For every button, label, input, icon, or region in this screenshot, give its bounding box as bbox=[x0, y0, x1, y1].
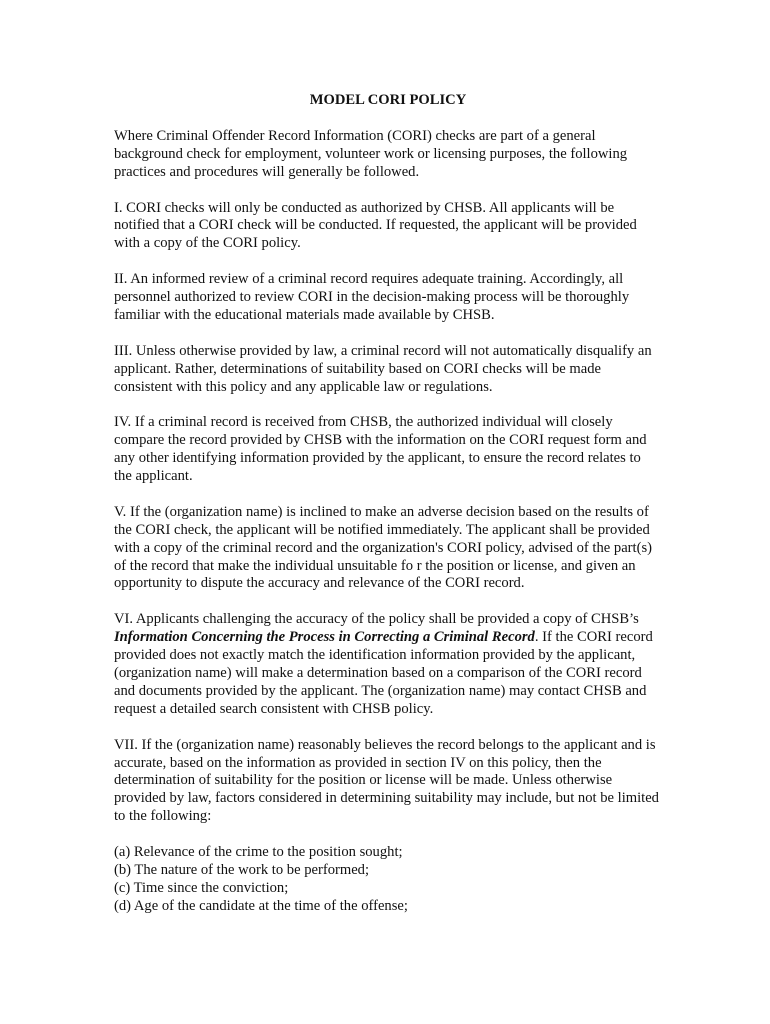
section-6-publication-title: Information Concerning the Process in Correcting a Criminal Record bbox=[114, 629, 535, 646]
section-5-paragraph: V. If the (organization name) is inclined to make an adverse decision based on the results of the CORI check, the applicant will be notified immediately. The applicant shall be provided with a copy of the criminal record and the organization's CORI policy, advised of the part(s) of the record that make the individual unsuitable fo r the position or license, and given an opportunity to dispute the accuracy and relevance of the CORI record. bbox=[114, 503, 652, 592]
list-item: (d) Age of the candidate at the time of the offense; bbox=[114, 897, 408, 914]
section-2-paragraph: II. An informed review of a criminal record requires adequate training. Accordingly, all personnel authorized to review CORI in the decision-making process will be thoroughly familiar with the educational materials made available by CHSB. bbox=[114, 271, 630, 323]
section-6-text-after: . If the CORI record provided does not exactly match the identification information provided by the applicant, (organization name) will make a determination based on a comparison of the CORI record and documents provided by the applicant. The (organization name) may contact CHSB and request a detailed search consistent with CHSB policy. bbox=[114, 629, 653, 717]
section-6-text-before: VI. Applicants challenging the accuracy of the policy shall be provided a copy of CHSB’s bbox=[114, 611, 639, 628]
list-item: (c) Time since the conviction; bbox=[114, 879, 289, 896]
list-item: (b) The nature of the work to be performed; bbox=[114, 861, 370, 878]
section-3-paragraph: III. Unless otherwise provided by law, a criminal record will not automatically disqualify an applicant. Rather, determinations of suitability based on CORI checks will be made consistent with this policy and any applicable law or regulations. bbox=[114, 342, 652, 395]
section-1-paragraph: I. CORI checks will only be conducted as authorized by CHSB. All applicants will be notified that a CORI check will be conducted. If requested, the applicant will be provided with a copy of the CORI policy. bbox=[114, 199, 637, 252]
document-page bbox=[114, 92, 662, 916]
section-6-paragraph bbox=[114, 611, 662, 718]
suitability-factors-list bbox=[114, 844, 662, 916]
section-7-paragraph: VII. If the (organization name) reasonably believes the record belongs to the applicant and is accurate, based on the information as provided in section IV on this policy, then the determination of suitability for the position or license will be made. Unless otherwise provided by law, factors considered in determining suitability may include, but not be limited to the following: bbox=[114, 736, 659, 825]
list-item: (a) Relevance of the crime to the position sought; bbox=[114, 844, 403, 861]
section-4-paragraph: IV. If a criminal record is received from CHSB, the authorized individual will closely compare the record provided by CHSB with the information on the CORI request form and any other identifying information provided by the applicant, to ensure the record relates to the applicant. bbox=[114, 414, 647, 485]
intro-paragraph: Where Criminal Offender Record Information (CORI) checks are part of a general background check for employment, volunteer work or licensing purposes, the following practices and procedures will generally be followed. bbox=[114, 127, 628, 180]
document-title: MODEL CORI POLICY bbox=[309, 92, 467, 108]
